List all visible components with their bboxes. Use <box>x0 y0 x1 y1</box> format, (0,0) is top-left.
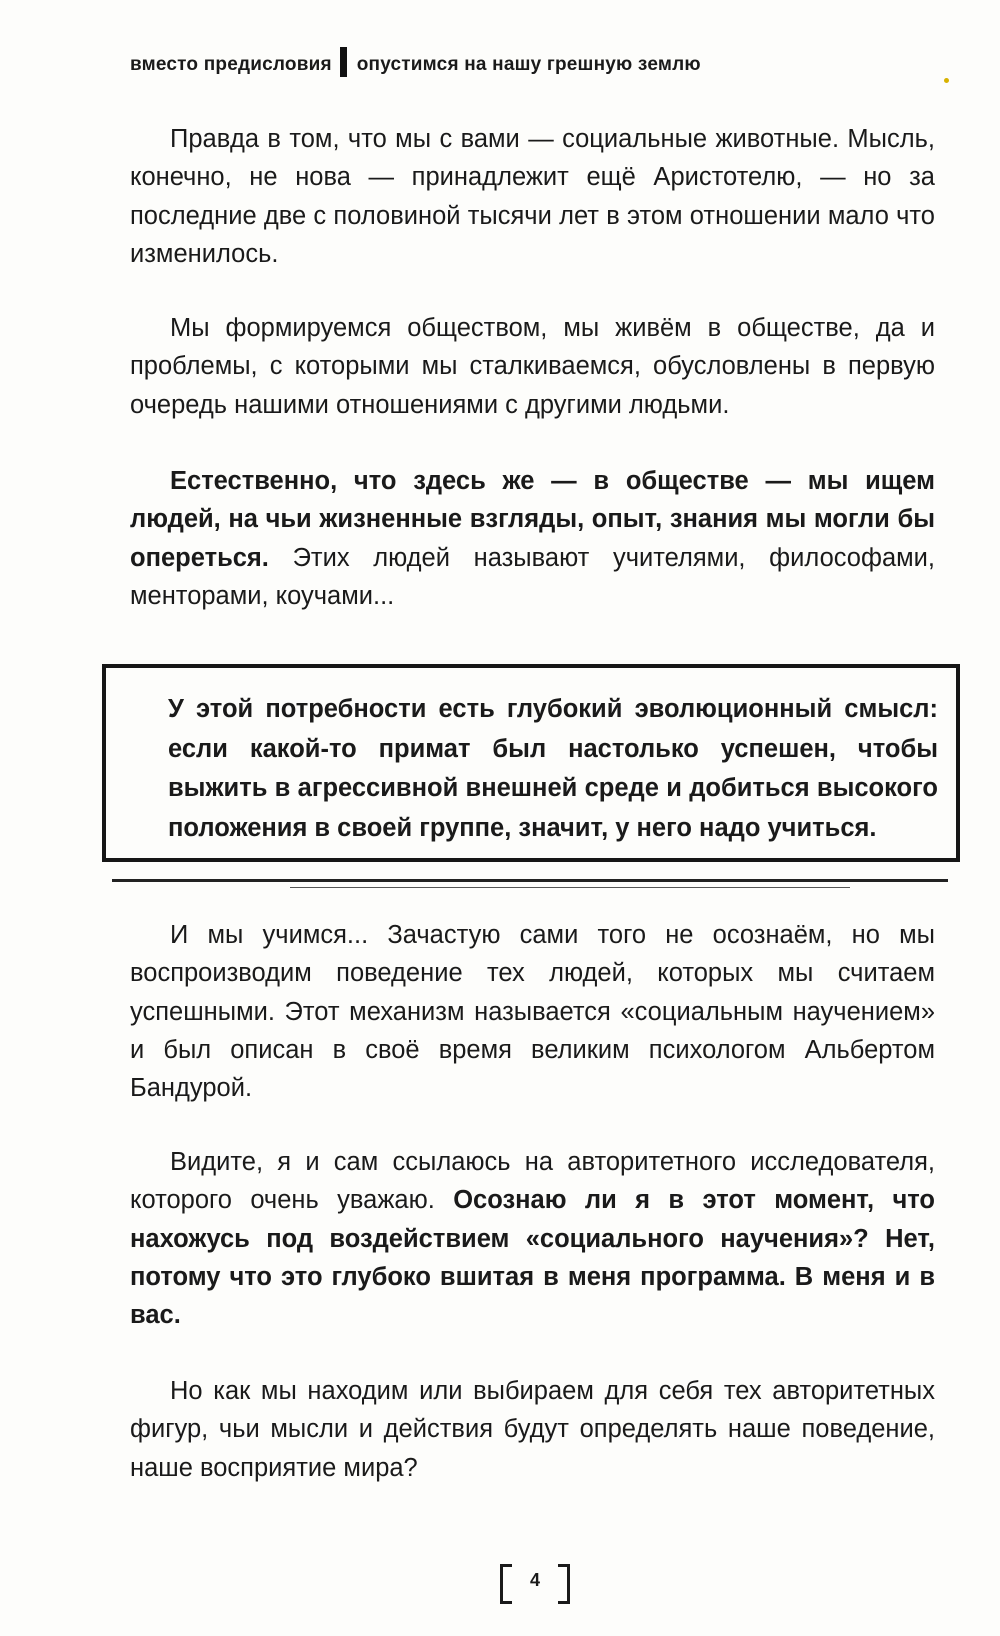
paragraph-5-start: Видите, я и сам ссылаюсь на авторитетного исследователя, которого очень уважаю. <box>130 1148 935 1215</box>
paragraph-6: Но как мы находим или выбираем для себя тех авторитетных фигур, чьи мысли и действия будут определять наше поведение, наше восприятие мира? <box>130 1377 935 1482</box>
paragraph-1: Правда в том, что мы с вами — социальные животные. Мысль, конечно, не нова — принадлежит ещё Аристотелю, — но за последние две с половиной тысячи лет в этом отношении мало что изменилось. <box>130 125 935 268</box>
callout-underline-thin <box>290 887 850 888</box>
paragraph-3 <box>130 462 935 615</box>
page-number <box>500 1560 570 1610</box>
running-header <box>130 50 701 80</box>
header-chapter: опустимся на нашу грешную землю <box>356 54 701 76</box>
callout-underline <box>112 879 948 882</box>
header-divider <box>340 47 347 77</box>
header-section: вместо предисловия <box>130 54 332 76</box>
paragraph-2: Мы формируемся обществом, мы живём в обществе, да и проблемы, с которыми мы сталкиваемся, обусловлены в первую очередь нашими отношениями с другими людьми. <box>130 314 935 419</box>
ink-dot <box>944 78 949 83</box>
paragraph-4: И мы учимся... Зачастую сами того не осознаём, но мы воспроизводим поведение тех людей, которых мы считаем успешными. Этот механизм называется «социальным научением» и был описан в своё время великим психологом Альбертом Бандурой. <box>130 921 935 1103</box>
paragraph-3-rest: Этих людей называют учителями, философами, менторами, коучами... <box>130 543 935 610</box>
paragraph-5 <box>130 1143 935 1334</box>
bracket-right <box>558 1564 570 1604</box>
page-number-value: 4 <box>529 1570 540 1590</box>
callout-text: У этой потребности есть глубокий эволюционный смысл: если какой-то примат был настолько успешен, чтобы выжить в агрессивной внешней среде и добиться высокого положения в своей группе, значит, у него надо учиться. <box>168 695 938 842</box>
paragraph-5-bold: Осознаю ли я в этот момент, что нахожусь под воздействием «социального научения»? Нет, потому что это глубоко вшитая в меня программа. В меня и в вас. <box>130 1186 936 1330</box>
paragraph-3-bold: Естественно, что здесь же — в обществе — мы ищем людей, на чьи жизненные взгляды, опыт, знания мы могли бы опереться. <box>130 467 935 572</box>
